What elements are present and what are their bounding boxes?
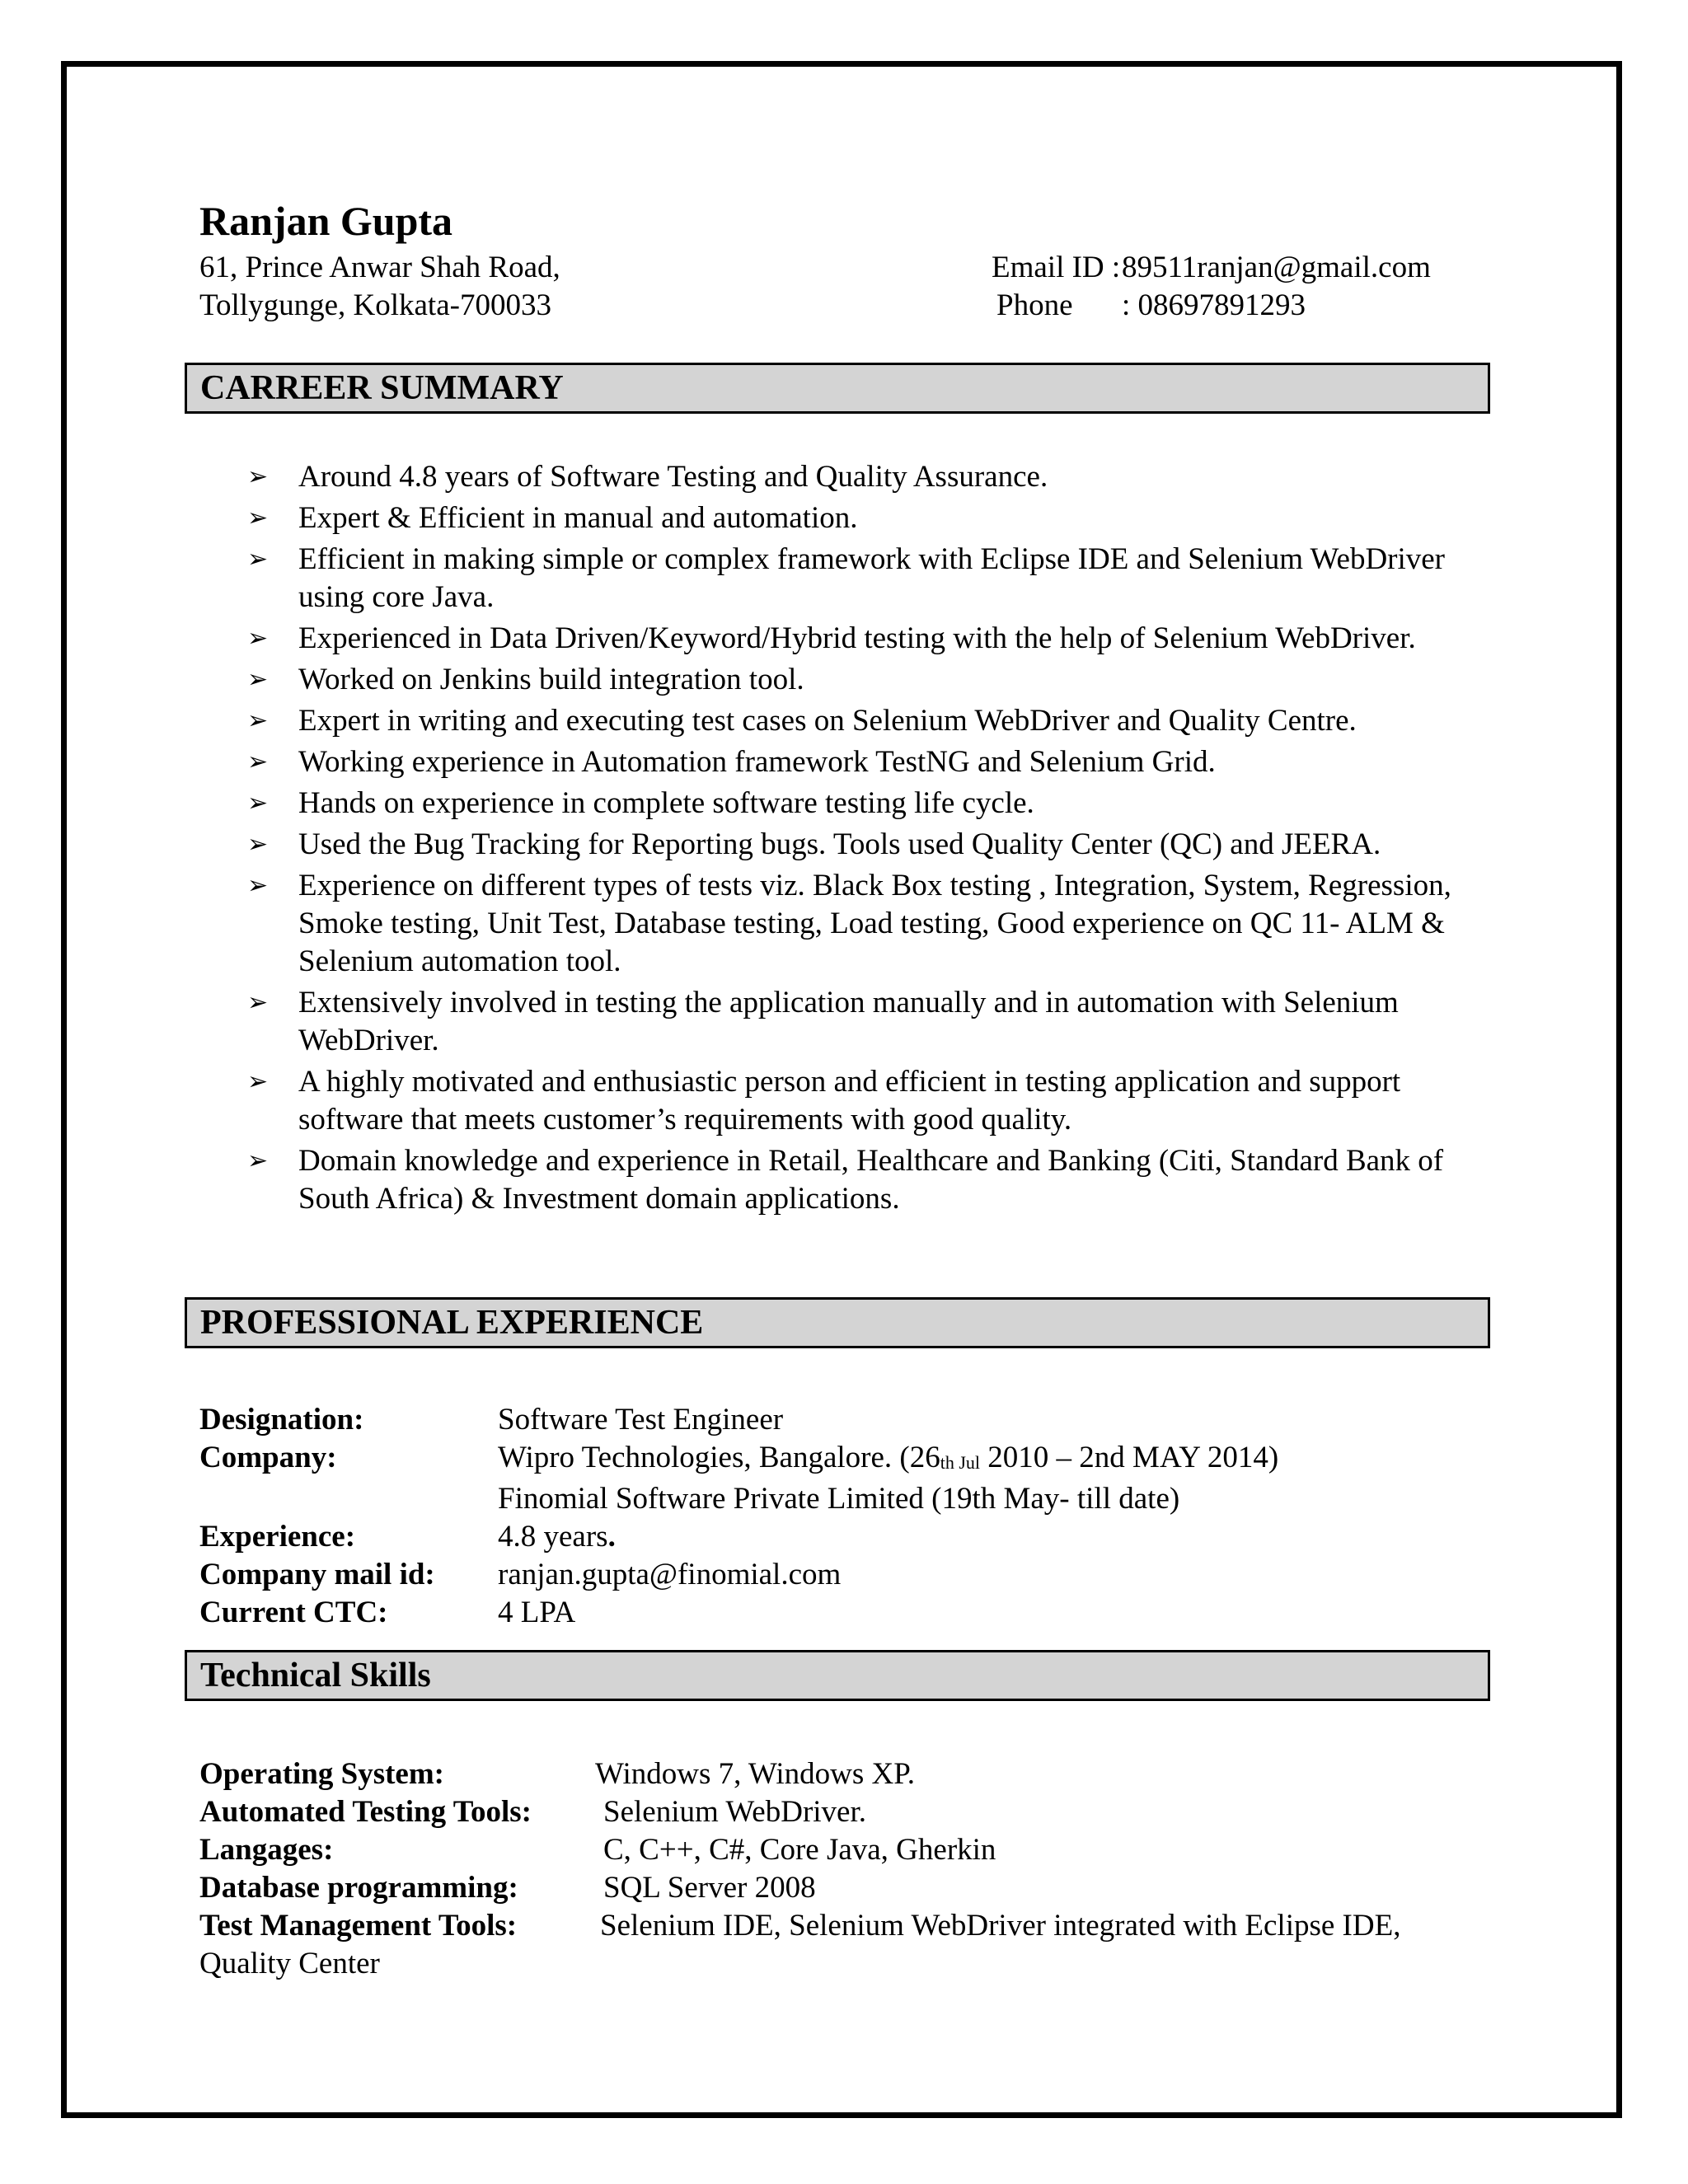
summary-item-text: Used the Bug Tracking for Reporting bugs. Tools used Quality Center (QC) and JEERA. [298, 827, 1381, 861]
tm-row [199, 1907, 1502, 1945]
tm-value: Selenium IDE, Selenium WebDriver integrated with Eclipse IDE, [600, 1909, 1401, 1943]
tm-continued: Quality Center [199, 1947, 380, 1980]
auto-row [199, 1793, 1502, 1831]
arrow-bullet-icon: ➢ [247, 830, 269, 859]
lang-label: Langages: [199, 1833, 334, 1867]
company1-sub: th Jul [940, 1452, 981, 1473]
summary-item [247, 984, 1500, 1060]
ctc-value: 4 LPA [498, 1596, 576, 1629]
experience-row [199, 1518, 1278, 1556]
arrow-bullet-icon: ➢ [247, 504, 269, 532]
section-header-summary: CARREER SUMMARY [185, 363, 1490, 414]
summary-item [247, 458, 1500, 496]
company-value-1 [498, 1439, 1278, 1480]
phone-value: : 08697891293 [1122, 288, 1306, 322]
company-mail-label: Company mail id: [199, 1558, 435, 1591]
summary-item-text: Worked on Jenkins build integration tool. [298, 663, 804, 696]
ctc-label: Current CTC: [199, 1596, 388, 1629]
db-row [199, 1869, 1502, 1907]
auto-label: Automated Testing Tools: [199, 1795, 532, 1829]
summary-item-text: Expert in writing and executing test cases on Selenium WebDriver and Quality Centre. [298, 704, 1357, 738]
experience-details [199, 1401, 1278, 1632]
company1-post: 2010 – 2nd MAY 2014) [980, 1441, 1279, 1474]
db-value: SQL Server 2008 [603, 1871, 816, 1905]
summary-item [247, 743, 1500, 781]
arrow-bullet-icon: ➢ [247, 462, 269, 491]
address-line-2: Tollygunge, Kolkata-700033 [199, 288, 551, 322]
arrow-bullet-icon: ➢ [247, 706, 269, 735]
experience-years: 4.8 years [498, 1520, 608, 1554]
experience-value [498, 1518, 616, 1556]
address-block [199, 249, 560, 325]
summary-list [247, 458, 1500, 1221]
arrow-bullet-icon: ➢ [247, 1067, 269, 1096]
summary-item-text: A highly motivated and enthusiastic person and efficient in testing application and support software that meets customer’s requirements with good quality. [298, 1065, 1401, 1137]
company-row [199, 1439, 1278, 1480]
arrow-bullet-icon: ➢ [247, 748, 269, 776]
summary-item-text: Experienced in Data Driven/Keyword/Hybrid testing with the help of Selenium WebDriver. [298, 621, 1416, 655]
arrow-bullet-icon: ➢ [247, 545, 269, 574]
summary-item [247, 661, 1500, 699]
summary-item-text: Working experience in Automation framework TestNG and Selenium Grid. [298, 745, 1216, 779]
os-label: Operating System: [199, 1757, 444, 1791]
email-row [992, 249, 1431, 287]
phone-row [992, 287, 1431, 325]
designation-value: Software Test Engineer [498, 1403, 784, 1436]
os-row [199, 1755, 1502, 1793]
company1-pre: Wipro Technologies, Bangalore. (26 [498, 1441, 940, 1474]
summary-item [247, 867, 1500, 981]
lang-value: C, C++, C#, Core Java, Gherkin [603, 1833, 996, 1867]
company-mail-row [199, 1556, 1278, 1594]
summary-item [247, 785, 1500, 823]
db-label: Database programming: [199, 1871, 518, 1905]
summary-item [247, 541, 1500, 616]
email-label: Email ID : [992, 251, 1121, 284]
auto-value: Selenium WebDriver. [603, 1795, 866, 1829]
company-mail-value: ranjan.gupta@finomial.com [498, 1558, 842, 1591]
experience-dot: . [607, 1520, 616, 1554]
arrow-bullet-icon: ➢ [247, 1146, 269, 1175]
ctc-row [199, 1594, 1278, 1632]
arrow-bullet-icon: ➢ [247, 871, 269, 900]
summary-item-text: Efficient in making simple or complex framework with Eclipse IDE and Selenium WebDriver using core Java. [298, 542, 1446, 614]
summary-item-text: Experience on different types of tests viz. Black Box testing , Integration, System, Regression, Smoke testing, Unit Test, Database testing, Load testing, Good experience on QC 11- ALM & Selenium automation tool. [298, 869, 1451, 978]
company-value-2: Finomial Software Private Limited (19th May- till date) [498, 1482, 1180, 1516]
skills-details [199, 1755, 1502, 1983]
phone-label: Phone [996, 288, 1073, 322]
summary-item [247, 1063, 1500, 1139]
designation-label: Designation: [199, 1403, 364, 1436]
company-row-2 [199, 1480, 1278, 1518]
section-header-experience: PROFESSIONAL EXPERIENCE [185, 1297, 1490, 1348]
address-line-1: 61, Prince Anwar Shah Road, [199, 251, 560, 284]
summary-item-text: Extensively involved in testing the application manually and in automation with Selenium WebDriver. [298, 986, 1399, 1057]
arrow-bullet-icon: ➢ [247, 665, 269, 694]
designation-row [199, 1401, 1278, 1439]
summary-item [247, 1142, 1500, 1218]
email-value: 89511ranjan@gmail.com [1122, 251, 1431, 284]
arrow-bullet-icon: ➢ [247, 624, 269, 653]
candidate-name: Ranjan Gupta [199, 198, 453, 244]
summary-item-text: Expert & Efficient in manual and automation. [298, 501, 858, 535]
company-label: Company: [199, 1441, 337, 1474]
summary-item [247, 499, 1500, 537]
lang-row [199, 1831, 1502, 1869]
arrow-bullet-icon: ➢ [247, 988, 269, 1017]
tm-label: Test Management Tools: [199, 1909, 518, 1943]
contact-block [992, 249, 1431, 325]
summary-item-text: Domain knowledge and experience in Retail, Healthcare and Banking (Citi, Standard Bank of South Africa) & Investment domain applications. [298, 1144, 1444, 1216]
os-value: Windows 7, Windows XP. [595, 1757, 915, 1791]
summary-item [247, 702, 1500, 740]
arrow-bullet-icon: ➢ [247, 789, 269, 818]
summary-item [247, 826, 1500, 864]
summary-item [247, 620, 1500, 658]
summary-item-text: Hands on experience in complete software testing life cycle. [298, 786, 1034, 820]
section-header-skills: Technical Skills [185, 1650, 1490, 1701]
summary-item-text: Around 4.8 years of Software Testing and Quality Assurance. [298, 460, 1048, 494]
experience-label: Experience: [199, 1520, 356, 1554]
